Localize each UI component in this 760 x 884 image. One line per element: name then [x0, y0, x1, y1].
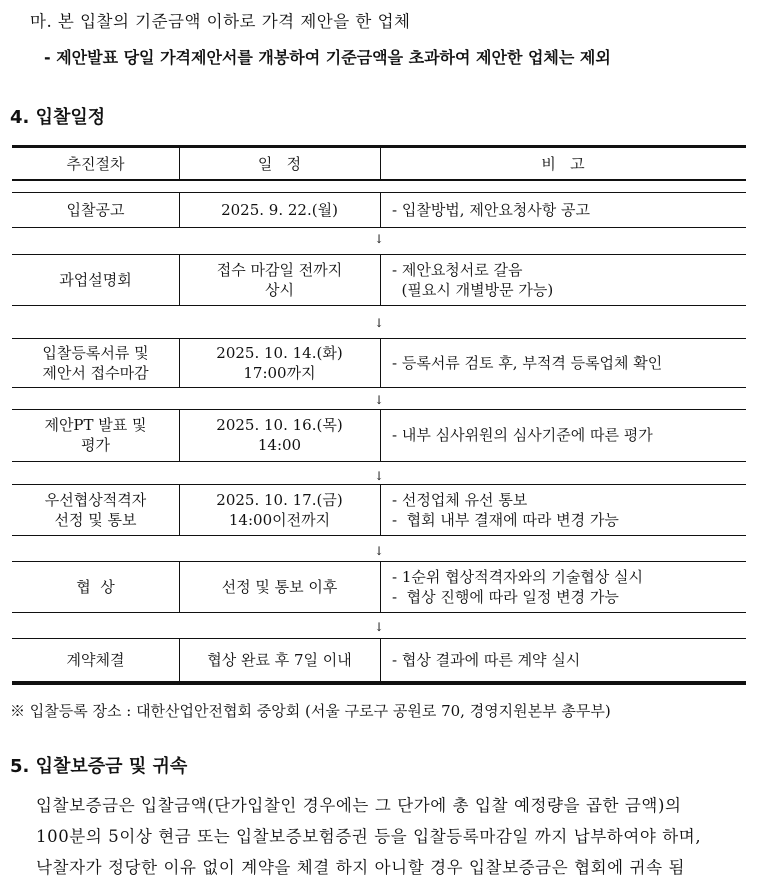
schedule-note-cell-line: - 등록서류 검토 후, 부적격 등록업체 확인: [392, 353, 663, 372]
schedule-note-cell-line: - 1순위 협상적격자와의 기술협상 실시: [392, 567, 644, 586]
table-rule: [380, 409, 381, 461]
table-rule: [12, 227, 746, 228]
table-rule: [380, 484, 381, 535]
schedule-step-cell-line: 우선협상적격자: [44, 490, 147, 509]
intro-line-exclusion: - 제안발표 당일 가격제안서를 개봉하여 기준금액을 초과하여 제안한 업체는 제외: [44, 48, 611, 67]
schedule-step-cell-line: 협 상: [76, 577, 115, 596]
flow-arrow-icon: ↓: [373, 393, 385, 407]
schedule-step-cell-line: 선정 및 통보: [54, 510, 137, 529]
schedule-step-cell: [12, 192, 179, 227]
flow-arrow-icon: ↓: [373, 620, 385, 634]
schedule-date-cell-line: 상시: [265, 280, 294, 299]
schedule-step-cell: [12, 254, 179, 305]
schedule-note-cell-line: - 협상 진행에 따라 일정 변경 가능: [392, 587, 619, 606]
schedule-note-cell-line: - 협상 결과에 따른 계약 실시: [392, 650, 581, 669]
table-rule: [380, 338, 381, 387]
schedule-step-cell-line: 입찰공고: [66, 200, 125, 219]
schedule-note-cell: [386, 561, 746, 612]
schedule-step-cell: [12, 484, 179, 535]
table-rule: [179, 148, 180, 179]
table-rule: [380, 192, 381, 227]
table-rule: [12, 461, 746, 462]
schedule-date-cell: [179, 192, 380, 227]
table-header-cell: 비 고: [541, 154, 585, 173]
schedule-step-cell: [12, 561, 179, 612]
schedule-step-cell-line: 입찰등록서류 및: [42, 343, 149, 362]
deposit-paragraph-line-3: 낙찰자가 정당한 이유 없이 계약을 체결 하지 아니할 경우 입찰보증금은 협회에 귀속 됨: [36, 858, 686, 877]
schedule-note-cell: [386, 409, 746, 461]
schedule-date-cell-line: 접수 마감일 전까지: [216, 260, 343, 279]
schedule-step-cell-line: 평가: [81, 436, 110, 454]
section-4-heading: 4. 입찰일정: [10, 107, 106, 128]
flow-arrow-icon: ↓: [373, 232, 385, 246]
table-header-cell: 일 정: [257, 154, 302, 173]
schedule-date-cell: [179, 561, 380, 612]
flow-arrow-icon: ↓: [373, 316, 385, 330]
table-rule: [12, 305, 746, 306]
flow-arrow-icon: ↓: [373, 544, 385, 558]
schedule-note-cell-line: - 제안요청서로 갈음: [392, 260, 523, 279]
schedule-date-cell: [179, 638, 380, 681]
schedule-note-cell-line: - 선정업체 유선 통보: [392, 490, 528, 509]
schedule-note-cell: [386, 192, 746, 227]
schedule-note-cell-line: (필요시 개별방문 가능): [392, 280, 554, 299]
schedule-note-cell: [386, 338, 746, 387]
schedule-note-cell: [386, 254, 746, 305]
schedule-step-cell: [12, 338, 179, 387]
intro-line-ma: 마. 본 입찰의 기준금액 이하로 가격 제안을 한 업체: [30, 12, 411, 31]
schedule-date-cell: [179, 338, 380, 387]
deposit-paragraph-line-2: 100분의 5이상 현금 또는 입찰보증보험증권 등을 입찰등록마감일 까지 납부하여야 하며,: [36, 827, 702, 846]
table-rule: [12, 387, 746, 388]
schedule-note-cell: [386, 638, 746, 681]
schedule-date-cell-line: 2025. 10. 16.(목): [216, 416, 343, 434]
schedule-step-cell: [12, 409, 179, 461]
table-rule: [12, 179, 746, 181]
schedule-date-cell: [179, 254, 380, 305]
schedule-note-cell: [386, 484, 746, 535]
schedule-date-cell-line: 선정 및 통보 이후: [221, 577, 338, 596]
table-rule: [12, 535, 746, 536]
section-5-heading: 5. 입찰보증금 및 귀속: [10, 756, 188, 777]
schedule-date-cell-line: 14:00: [257, 436, 302, 454]
schedule-note-cell-line: - 입찰방법, 제안요청사항 공고: [392, 200, 591, 219]
schedule-date-cell: [179, 484, 380, 535]
schedule-note-cell-line: - 내부 심사위원의 심사기준에 따른 평가: [392, 426, 653, 444]
schedule-date-cell-line: 14:00이전까지: [228, 510, 331, 529]
flow-arrow-icon: ↓: [373, 469, 385, 483]
schedule-date-cell-line: 협상 완료 후 7일 이내: [207, 650, 352, 669]
schedule-step-cell-line: 제안서 접수마감: [42, 363, 149, 382]
table-rule: [12, 681, 746, 685]
schedule-date-cell-line: 2025. 10. 17.(금): [216, 490, 343, 509]
schedule-date-cell: [179, 409, 380, 461]
table-rule: [380, 148, 381, 179]
schedule-date-cell-line: 2025. 10. 14.(화): [216, 343, 343, 362]
table-header-cell: 추진절차: [66, 154, 125, 173]
schedule-step-cell: [12, 638, 179, 681]
schedule-table: [12, 145, 746, 690]
schedule-step-cell-line: 계약체결: [66, 650, 125, 669]
schedule-date-cell-line: 17:00까지: [243, 363, 316, 382]
registration-location-note: ※ 입찰등록 장소 : 대한산업안전협회 중앙회 (서울 구로구 공원로 70, 경영지원본부 총무부): [10, 702, 611, 720]
deposit-paragraph-line-1: 입찰보증금은 입찰금액(단가입찰인 경우에는 그 단가에 총 입찰 예정량을 곱한 금액)의: [36, 796, 682, 815]
schedule-note-cell-line: - 협회 내부 결재에 따라 변경 가능: [392, 510, 619, 529]
table-rule: [380, 561, 381, 612]
table-rule: [12, 612, 746, 613]
schedule-step-cell-line: 과업설명회: [59, 270, 132, 289]
table-rule: [380, 638, 381, 681]
schedule-step-cell-line: 제안PT 발표 및: [44, 416, 147, 434]
schedule-date-cell-line: 2025. 9. 22.(월): [221, 200, 338, 219]
table-rule: [380, 254, 381, 305]
